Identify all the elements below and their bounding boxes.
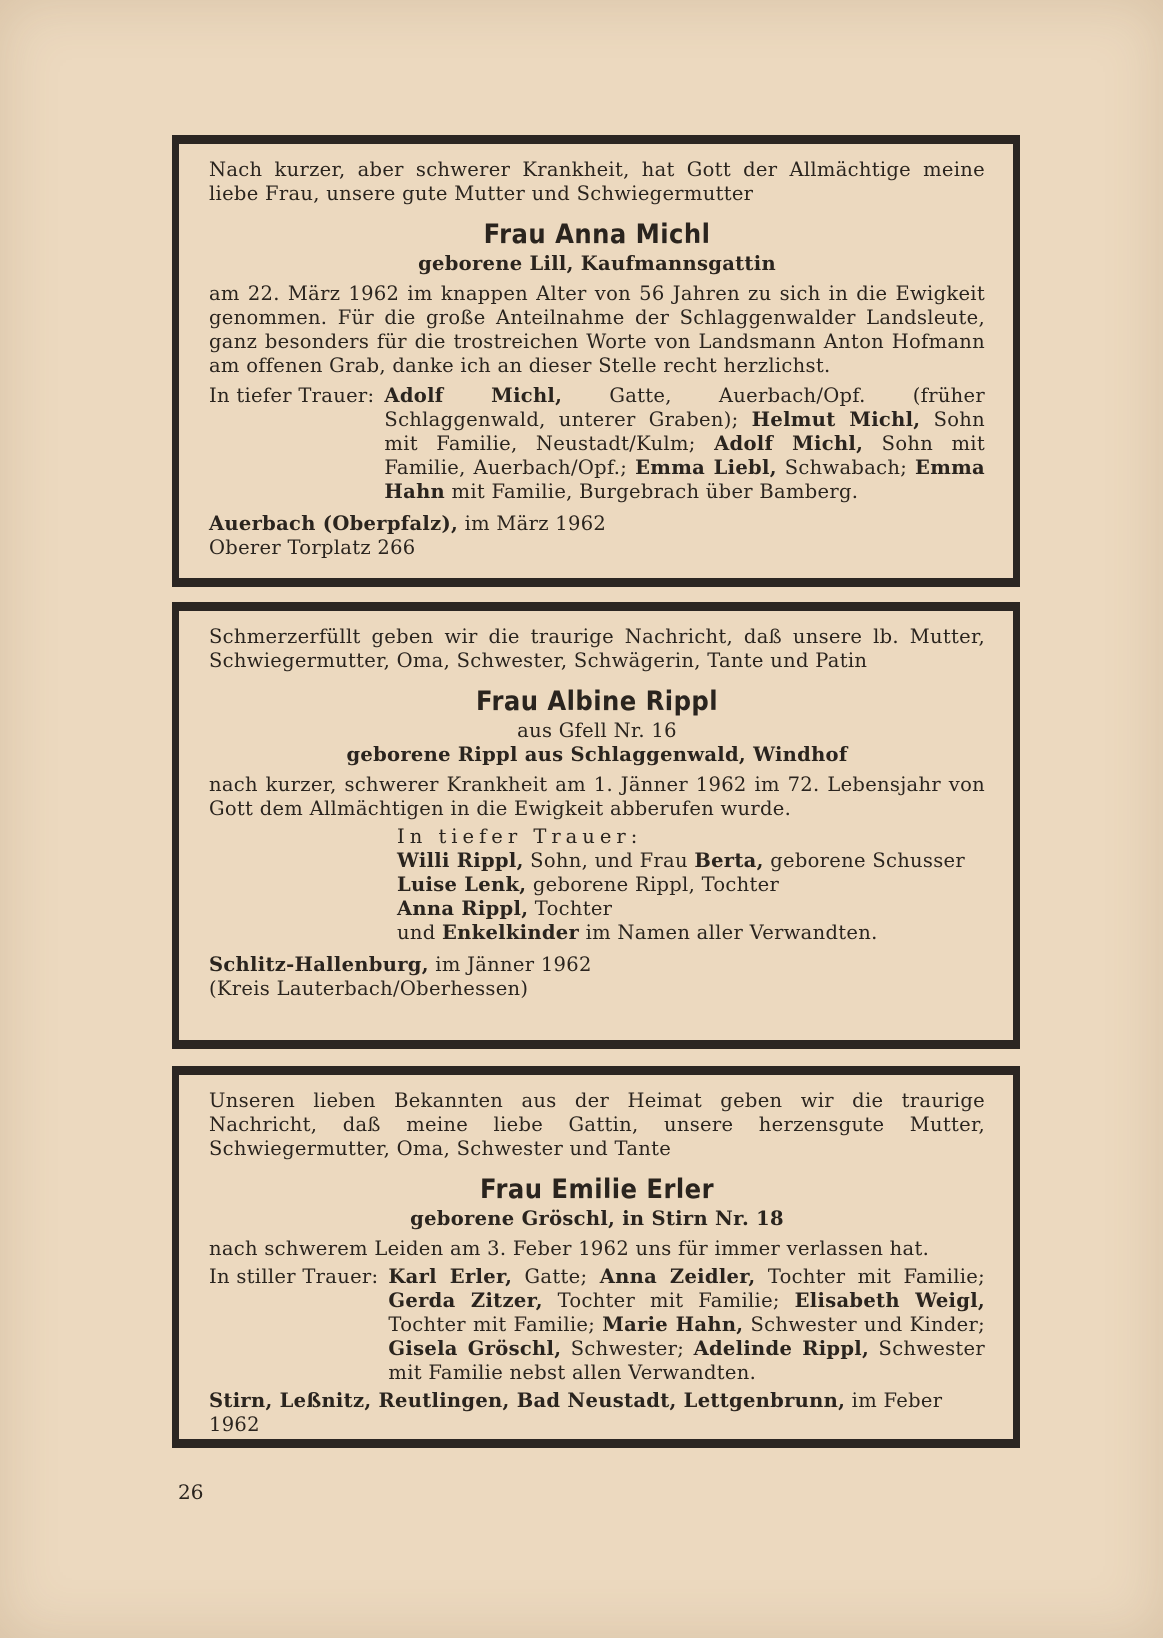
place: Auerbach (Oberpfalz),	[209, 512, 459, 535]
mourner-detail: Sohn mit Familie, Neustadt/Kulm;	[384, 408, 985, 455]
notice-intro: Nach kurzer, aber schwerer Krankheit, hat Gott der Allmächtige meine liebe Frau, unsere gute Mutter und Schwiegermutter	[209, 158, 985, 205]
mourner-detail: Sohn mit Familie, Auerbach/Opf.;	[384, 432, 985, 479]
mourner-detail: Schwester und Kinder;	[743, 1313, 985, 1336]
address: (Kreis Lauterbach/Oberhessen)	[209, 977, 529, 1000]
notice-body: nach kurzer, schwerer Krankheit am 1. Jänner 1962 im 72. Lebensjahr von Gott dem Allmächtigen in die Ewigkeit abberufen wurde.	[209, 773, 985, 820]
obituary-notice-michl	[172, 135, 1020, 587]
mourner-detail: Tochter	[528, 897, 613, 920]
address: Oberer Torplatz 266	[209, 536, 416, 559]
deceased-name: Frau Albine Rippl	[475, 686, 719, 717]
origin: aus Gfell Nr. 16	[517, 719, 677, 742]
mourner-detail: Schwester;	[561, 1337, 694, 1360]
mourner-detail: Tochter mit Familie;	[755, 1265, 986, 1288]
mourner-detail: im Namen aller Verwandten.	[579, 921, 878, 944]
mourner-detail: Tochter mit Familie;	[388, 1313, 603, 1336]
obituary-notice-rippl	[172, 602, 1020, 1049]
notice-intro: Schmerzerfüllt geben wir die traurige Nachricht, daß unsere lb. Mutter, Schwiegermutter, Oma, Schwester, Schwägerin, Tante und Patin	[209, 625, 985, 672]
notice-intro: Unseren lieben Bekannten aus der Heimat geben wir die traurige Nachricht, daß meine liebe Gattin, unsere herzensgute Mutter, Schwiegermutter, Oma, Schwester und Tante	[209, 1089, 985, 1160]
mourner-name: Adolf Michl,	[714, 432, 864, 455]
mourner-detail: Schwabach;	[776, 456, 916, 479]
place: Schlitz-Hallenburg,	[209, 953, 429, 976]
mourner-name: Enkelkinder	[442, 921, 580, 944]
birth-name: geborene Lill, Kaufmannsgattin	[418, 252, 776, 275]
mourners-label: In tiefer Trauer:	[397, 825, 643, 848]
mourners-label: In tiefer Trauer:	[209, 384, 375, 407]
mourner-line	[397, 873, 985, 897]
birth-name: geborene Rippl aus Schlaggenwald, Windhof	[346, 743, 848, 766]
mourner-name: Emma Liebl,	[635, 456, 777, 479]
page-number: 26	[178, 1480, 204, 1504]
mourner-name: Marie Hahn,	[602, 1313, 744, 1336]
mourner-line	[397, 849, 985, 873]
mourner-detail: Sohn, und Frau	[523, 849, 695, 872]
mourner-name: Adolf Michl,	[384, 384, 563, 407]
mourner-name: Adelinde Rippl,	[693, 1337, 870, 1360]
mourner-detail: Gatte, Auerbach/Opf. (früher Schlaggenwald, unterer Graben);	[384, 384, 985, 431]
deceased-name: Frau Anna Michl	[483, 219, 711, 250]
mourner-line	[397, 897, 985, 921]
mourners-label: In stiller Trauer:	[209, 1265, 379, 1288]
mourners-section	[397, 825, 985, 945]
mourner-name: Helmut Michl,	[751, 408, 921, 431]
place-date	[209, 512, 985, 536]
mourner-detail: Tochter mit Familie;	[542, 1289, 795, 1312]
mourners-list	[384, 384, 985, 504]
mourner-detail: und	[397, 921, 442, 944]
obituary-notice-erler	[172, 1066, 1020, 1448]
mourner-detail: geborene Schusser	[763, 849, 965, 872]
mourner-name: Emma Hahn	[384, 456, 985, 503]
place-date	[209, 953, 985, 977]
date: im Feber 1962	[209, 1389, 943, 1436]
date: im Jänner 1962	[428, 953, 592, 976]
deceased-name: Frau Emilie Erler	[479, 1174, 715, 1205]
mourner-detail: mit Familie, Burgebrach über Bamberg.	[445, 480, 859, 503]
mourner-name: Anna Rippl,	[397, 897, 529, 920]
place-date	[209, 1389, 985, 1437]
mourner-name: Willi Rippl,	[397, 849, 524, 872]
mourner-line	[397, 921, 985, 945]
mourner-name: Gerda Zitzer,	[388, 1289, 543, 1312]
place: Stirn, Leßnitz, Reutlingen, Bad Neustadt, Lettgenbrunn,	[209, 1389, 846, 1412]
notice-body: nach schwerem Leiden am 3. Feber 1962 uns für immer verlassen hat.	[209, 1237, 930, 1260]
mourner-name: Karl Erler,	[388, 1265, 513, 1288]
mourners-section	[209, 1265, 985, 1385]
mourner-detail: Schwester mit Familie nebst allen Verwandten.	[388, 1337, 986, 1384]
notice-body: am 22. März 1962 im knappen Alter von 56 Jahren zu sich in die Ewigkeit genommen. Für die große Anteilnahme der Schlaggenwalder Landsleute, ganz besonders für die trostreichen Worte von Landsmann Anton Hofmann am offenen Grab, danke ich an dieser Stelle recht herzlichst.	[209, 282, 985, 377]
mourner-detail: geborene Rippl, Tochter	[526, 873, 780, 896]
mourner-name: Berta,	[694, 849, 764, 872]
date: im März 1962	[458, 512, 607, 535]
mourner-name: Elisabeth Weigl,	[794, 1289, 985, 1312]
mourner-name: Gisela Gröschl,	[388, 1337, 562, 1360]
mourner-detail: Gatte;	[512, 1265, 600, 1288]
mourners-list	[388, 1265, 985, 1385]
mourner-name: Anna Zeidler,	[599, 1265, 756, 1288]
birth-name: geborene Gröschl, in Stirn Nr. 18	[410, 1207, 784, 1230]
mourner-name: Luise Lenk,	[397, 873, 527, 896]
mourners-section	[209, 384, 985, 504]
